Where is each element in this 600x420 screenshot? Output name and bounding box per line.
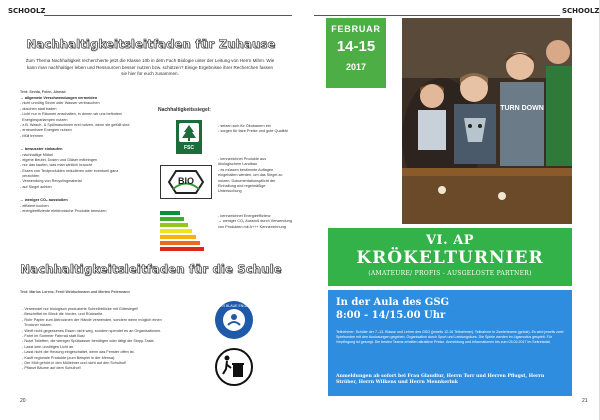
right-header: SCHOOLZ: [562, 7, 600, 15]
trash-bin-icon: [214, 347, 254, 387]
event-location: In der Aula des GSG: [336, 297, 450, 308]
right-page-number: 21: [582, 398, 588, 404]
school-tip-item: - Pflanzt Bäume auf dem Schulhof!: [22, 366, 81, 371]
school-tip-item: - Der Müll gehört in den Mülleimer und nicht auf den Schulhof!: [22, 360, 127, 365]
tips-section-shopping-heading: → bewusster einkaufen: [20, 147, 63, 152]
right-header-rule: [314, 15, 560, 16]
tournament-title-panel: [328, 228, 572, 286]
home-tips-column: [20, 96, 150, 214]
date-panel: [326, 18, 386, 88]
tournament-photo: [402, 18, 572, 224]
bio-hexagon-icon: [163, 168, 209, 196]
tip-item: Energiesparlampen nutzen: [20, 117, 68, 122]
tips-section-co2-list: [20, 204, 150, 215]
tip-item: - Licht nur in Räumen anschalten, in denen wir uns befinden/: [20, 112, 123, 117]
tip-item: verzichten: [20, 174, 40, 179]
home-guide-title: Nachhaltigkeitsleitfaden für Zuhause: [26, 37, 276, 51]
tip-item: - nicht unnötig Strom oder Wasser verbrauchen: [20, 101, 100, 106]
tip-item: - eigene Beutel, Dosen und Gläser mitbringen: [20, 157, 98, 162]
tips-section-shopping-list: [20, 153, 150, 191]
blue-angel-icon: [214, 300, 254, 340]
school-guide-title: Nachhaltigkeitsleitfaden für die Schule: [20, 262, 282, 276]
school-tip-item: - Lasst nicht die Heizung eingeschaltet, wenn das Fenster offen ist.: [22, 350, 135, 355]
tip-item: - nur das kaufen, was man wirklich braucht: [20, 163, 92, 168]
tournament-subtitle: (AMATEURE/ PROFIS - AUSGELOSTE PARTNER): [368, 270, 532, 277]
school-tip-item: - Verwendet nur biologisch produzierte Schreibblöcke mit Gütesiegel!: [22, 307, 139, 311]
event-year: 2017: [345, 62, 367, 72]
school-tip-item: - Beschriftet im Block die Vorder- und Rückseite.: [22, 312, 104, 317]
event-time: 8:00 - 14/15.00 Uhr: [336, 310, 446, 321]
school-tip-item: - Fahrt im Sommer Fahrrad statt Bus!: [22, 333, 85, 338]
tip-item: - Essen von Textprodukten redudieren oder eventuell ganz: [20, 168, 119, 173]
school-tip-item: - Lasst kein unnötiges Licht an.: [22, 344, 75, 349]
seals-label: Nachhaltigkeitssiegel:: [158, 107, 211, 113]
tips-section-co2-heading: → weniger CO₂ ausstoßen: [20, 198, 68, 203]
school-tip-item: - Werft nicht gegessenes Essen nicht weg, sondern spendet es an Organisationen.: [22, 328, 162, 333]
fsc-tree-icon: [176, 120, 202, 154]
energy-efficiency-scale-icon: [160, 210, 208, 254]
school-tip-item: Trockner nutzen.: [22, 323, 53, 328]
shirt-text: TURN DOWN: [500, 105, 544, 112]
trash-logo: [214, 347, 254, 387]
seal-energy-description: - kennzeichnet Energieeffizienz → weniger CO₂ Ausstoß durch Verwendung von Produkten mit A+++ Kennzeichnung: [218, 214, 292, 229]
tip-item: - Verwendung von Recyclingmaterial: [20, 179, 82, 184]
event-days: 14-15: [336, 38, 376, 55]
school-guide-credit: Text: Marius Lorenz, Ferdi Weidschmann und Merten Petermann: [20, 290, 130, 294]
tip-item: - energieeffiziente elektronische Produkte benutzen: [20, 209, 107, 214]
event-month: FEBRUAR: [331, 24, 381, 34]
tip-item: - z.B. Wasch- & Spülmaschinen erst nutzen, wenn sie gefüllt sind: [20, 122, 130, 127]
tips-section-waste-list: [20, 101, 150, 139]
tournament-name: KRÖKELTURNIER: [356, 248, 544, 268]
seal-fsc-description: - setzen sich für Ökobauern ein - sorgen für faire Preise und gute Qualität: [218, 124, 288, 134]
blue-angel-label: DER BLAUE ENGEL: [217, 304, 251, 308]
school-tips-list: [22, 307, 202, 372]
fsc-label: FSC: [184, 145, 194, 151]
tip-item: - erneuerbare Energien nutzen: [20, 128, 72, 133]
fsc-logo: [176, 120, 202, 154]
bio-logo: [160, 165, 212, 199]
seal-bio-description: - kennzeichnet Produkte aus ökologischem Landbau - es müssen bestimmte Auflagen eingehalten werden, um das Siegel zu nutzen: Dokumentationspflicht der Einhaltung und regelmäßige Untersuchung: [218, 157, 283, 194]
tip-item: - nachhaltige Möbel: [20, 152, 54, 157]
school-tip-item: - Rohr Papier zum Abtrocknen der Hände verwenden, sondern wenn möglich einen: [22, 317, 162, 322]
school-tip-item: - Nutzt Toiletten, die weniger Spülwasser benötigen oder tätigt die Stopp-Taste.: [22, 339, 155, 344]
home-guide-credit: Text: Sevda, Folen, Ahmad: [20, 90, 66, 94]
left-header: SCHOOLZ: [8, 7, 46, 15]
bio-label: BIO: [177, 176, 195, 186]
left-page-number: 20: [20, 398, 26, 404]
tip-item: - duschen statt baden: [20, 106, 57, 111]
tip-item: - Müll trennen: [20, 133, 44, 138]
tournament-edition: VI. AP: [425, 233, 475, 248]
tip-item: - auf Siegel achten: [20, 184, 52, 189]
tip-item: - effizient kochen: [20, 203, 49, 208]
school-tip-item: - Kauft regionale Produkte (zum Beispiel in der Mensa).: [22, 355, 116, 360]
blue-angel-logo: [214, 300, 254, 340]
energy-label: [160, 210, 208, 254]
tournament-info-panel: [328, 290, 572, 396]
tips-section-waste-heading: → allgemein Verschwendungen vermeiden: [20, 96, 98, 100]
players-photo-illustration: [402, 18, 572, 224]
home-guide-intro: Zum Thema Nachhaltigkeit recherchierte jetzt die Klasse 10b in dem Fach Biologie unter der Leitung von Herrn Mihm. Wie kann man nachhaltiger leben und Ressourcen besser nutzen bzw. schützen? Einige Ergebnisse ihrer Recherchen fassen sie hier für euch zusammen.: [25, 58, 275, 77]
event-registration: Anmeldungen ab sofort bei Frau Glaudiur, Herrn Torr und Herren Pflugst, Herrn Strüber, Herrn Wilkens und Herrn Mennkerink: [336, 374, 545, 386]
event-description: Teilnehmer: Schüler der 7.-13. Klasse und Lehrer des GSG (jeweils 12-16 Teilnehmer). Teilnahme in Zweierteams (gelost). Es wird jeweils zwei Spielrunden mit den Auslosungen gegeben, Organisation durch Sport und Leistungskurs. Die Spiele werden im Ligamodus gespielt. Für Verpflegung ist gesorgt. Die besten Teams erhalten attraktive Preise. Anmeldung und Informationen bis zum 03.02.2017 im Sekretariat.: [336, 330, 564, 345]
left-header-rule: [44, 15, 292, 16]
